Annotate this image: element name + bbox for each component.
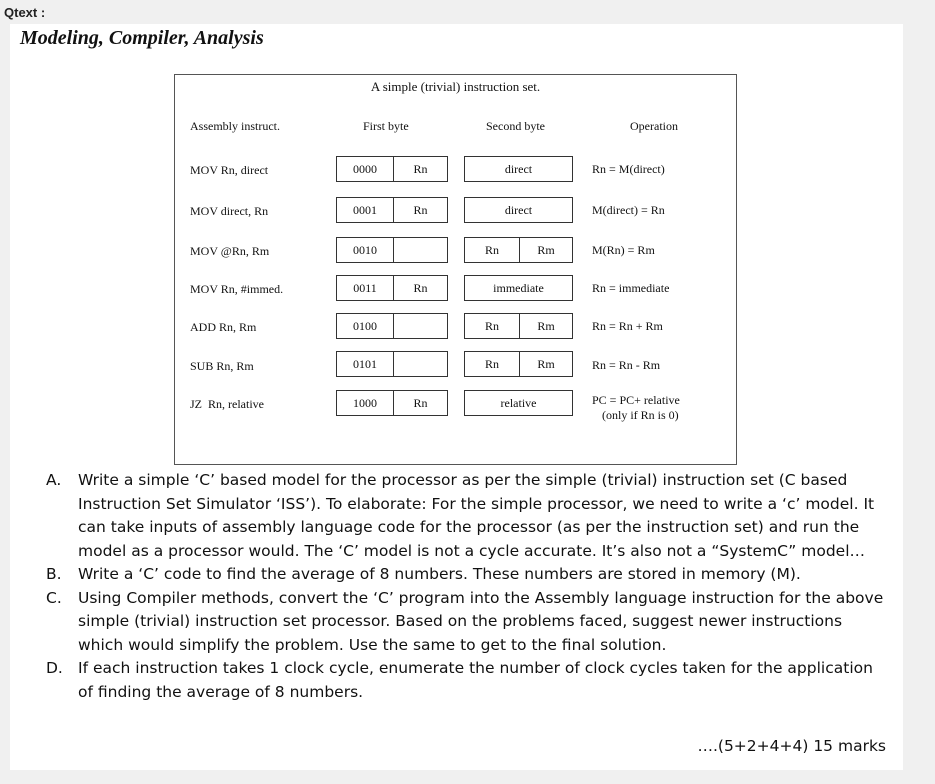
question-letter: D.	[46, 659, 63, 677]
header-assembly: Assembly instruct.	[190, 119, 280, 133]
second-byte-box	[464, 156, 573, 182]
header-second-byte: Second byte	[486, 119, 545, 133]
register-cell	[393, 238, 447, 262]
header-operation: Operation	[630, 119, 678, 133]
opcode-cell: 0011	[353, 280, 377, 295]
register-cell: Rm	[519, 314, 572, 338]
second-byte-box	[464, 390, 573, 416]
marks-breakdown: ….(5+2+4+4) 15 marks	[697, 737, 886, 755]
opcode-cell: 0000	[353, 161, 377, 176]
row-instruction: SUB Rn, Rm	[190, 359, 254, 373]
register-cell	[393, 352, 447, 376]
second-byte-box	[464, 197, 573, 223]
row-instruction: MOV direct, Rn	[190, 204, 269, 218]
row-instruction: MOV Rn, direct	[190, 163, 269, 177]
qtext-label: Qtext :	[4, 5, 46, 20]
register-cell: Rn	[484, 356, 499, 371]
register-cell: Rn	[484, 318, 499, 333]
row-operation: Rn = Rn + Rm	[592, 319, 663, 333]
second-byte-box	[464, 275, 573, 301]
opcode-cell: 1000	[353, 395, 377, 410]
question-title: Modeling, Compiler, Analysis	[20, 27, 264, 49]
row-instruction: MOV @Rn, Rm	[190, 244, 270, 258]
header-first-byte: First byte	[363, 119, 409, 133]
first-byte-box	[336, 156, 448, 182]
question-text: Using Compiler methods, convert the ‘C’ program into the Assembly language instruction for the above simple (trivial) instruction set processor. Based on the problems faced, suggest newer instructions which would simplify the problem. Use the same to get to the final solution.	[78, 588, 884, 654]
row-instruction: ADD Rn, Rm	[190, 320, 257, 334]
opcode-cell: 0001	[353, 202, 377, 217]
question-letter: C.	[46, 588, 62, 607]
first-byte-box	[336, 275, 448, 301]
second-byte-box	[464, 313, 573, 339]
register-cell: Rn	[393, 391, 447, 415]
question-list	[46, 469, 886, 704]
row-operation: M(Rn) = Rm	[592, 243, 655, 257]
row-instruction: JZ Rn, relative	[190, 397, 264, 411]
first-byte-box	[336, 237, 448, 263]
question-text: Write a ‘C’ code to find the average of 8 numbers. These numbers are stored in memory (M).	[78, 565, 801, 583]
register-cell: Rn	[393, 157, 447, 181]
second-byte-box	[464, 351, 573, 377]
question-card	[10, 24, 903, 770]
row-operation: Rn = M(direct)	[592, 162, 665, 176]
question-item	[46, 469, 886, 563]
register-cell: Rn	[393, 198, 447, 222]
question-item	[46, 587, 886, 658]
second-byte-cell: direct	[504, 202, 533, 217]
second-byte-cell: relative	[500, 395, 537, 410]
first-byte-box	[336, 313, 448, 339]
second-byte-box	[464, 237, 573, 263]
question-letter: B.	[46, 565, 62, 583]
question-letter: A.	[46, 471, 62, 489]
row-operation: M(direct) = Rn	[592, 203, 665, 217]
register-cell: Rn	[484, 242, 499, 257]
opcode-cell: 0101	[353, 356, 377, 371]
opcode-cell: 0010	[353, 242, 377, 257]
second-byte-cell: immediate	[493, 280, 544, 295]
register-cell: Rn	[393, 276, 447, 300]
question-item	[46, 657, 886, 704]
row-operation: PC = PC+ relative	[592, 393, 680, 407]
opcode-cell: 0100	[353, 318, 377, 333]
row-operation: Rn = immediate	[592, 281, 670, 295]
row-operation-note: (only if Rn is 0)	[602, 408, 679, 422]
register-cell: Rm	[519, 352, 572, 376]
question-text: Write a simple ‘C’ based model for the processor as per the simple (trivial) instruction set (C based Instruction Set Simulator ‘ISS’). To elaborate: For the simple processor, we need to write a ‘c’ model. It can take inputs of assembly language code for the processor (as per the instruction set) and run the model as a processor would. The ‘C’ model is not a cycle accurate. It’s also not a “SystemC” model…	[78, 471, 875, 560]
second-byte-cell: direct	[504, 161, 533, 176]
question-item	[46, 563, 886, 587]
first-byte-box	[336, 390, 448, 416]
row-operation: Rn = Rn - Rm	[592, 358, 661, 372]
first-byte-box	[336, 197, 448, 223]
row-instruction: MOV Rn, #immed.	[190, 282, 284, 296]
first-byte-box	[336, 351, 448, 377]
register-cell: Rm	[519, 238, 572, 262]
register-cell	[393, 314, 447, 338]
question-text: If each instruction takes 1 clock cycle, enumerate the number of clock cycles taken for the application of finding the average of 8 numbers.	[78, 659, 873, 701]
figure-caption: A simple (trivial) instruction set.	[370, 79, 541, 94]
instruction-set-figure	[174, 74, 737, 465]
